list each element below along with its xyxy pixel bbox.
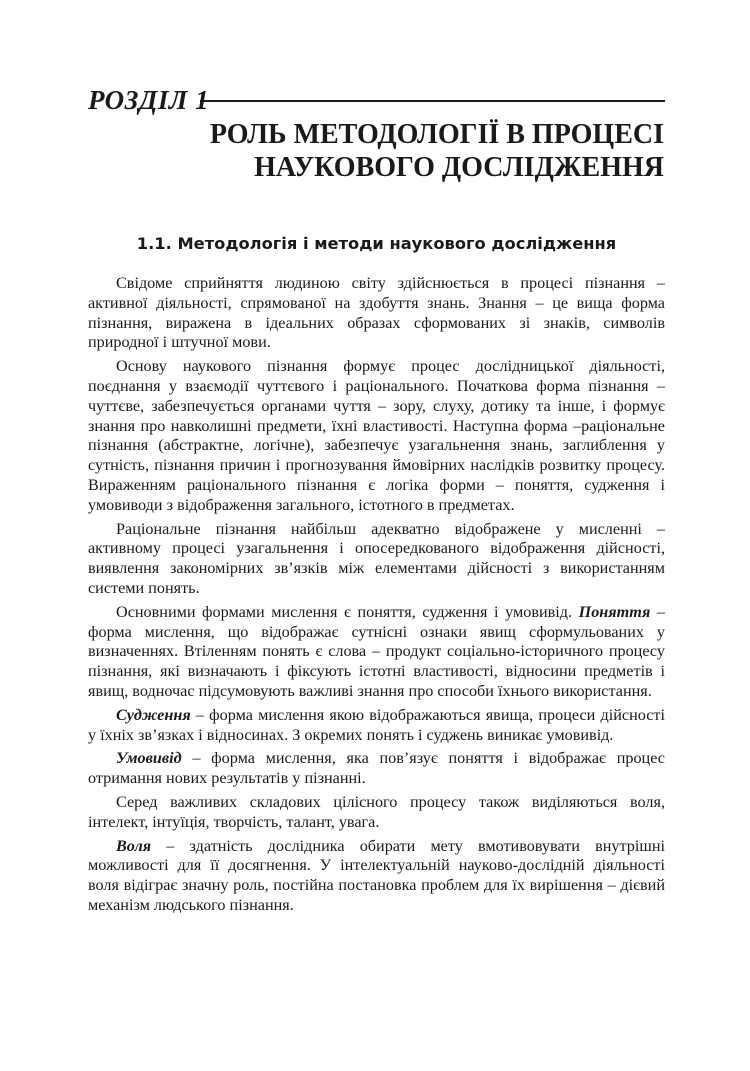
- chapter-header: [88, 84, 665, 118]
- paragraph-5-definition: – форма мислення якою відображаються явища, процеси дійсності у їхніх зв’язках і відносинах. З окремих понять і суджень виникає умовивід.: [88, 705, 666, 744]
- paragraph-7: Серед важливих складових цілісного процесу також виділяються воля, інтелект, інтуїція, творчість, талант, увага.: [88, 792, 665, 831]
- paragraph-4-definition: – форма мислення, що відображає сутнісні ознаки явищ сформульованих у визначеннях. Втіленням понять є слова – продукт соціально-історичного процесу пізнання, які визначають і фіксують істотні властивості, відносини предметів і явищ, водночас підсумовують важливі знання про способи їхнього використання.: [88, 602, 666, 700]
- chapter-title-line-1: РОЛЬ МЕТОДОЛОГІЇ В ПРОЦЕСІ: [209, 119, 664, 150]
- term-umovyvid: Умовивід: [116, 749, 182, 768]
- section-title: 1.1. Методологія і методи наукового дослідження: [136, 234, 617, 253]
- chapter-title-line-2: НАУКОВОГО ДОСЛІДЖЕННЯ: [254, 152, 664, 183]
- paragraph-1: Свідоме сприйняття людиною світу здійснюється в процесі пізнання – активної діяльності, спрямованої на здобуття знань. Знання – це вища форма пізнання, виражена в ідеальних образах сформованих зі знаків, символів природної і штучної мови.: [88, 274, 665, 352]
- term-volya: Воля: [116, 836, 152, 855]
- paragraph-4-text: Основними формами мислення є поняття, судження і умовивід.: [116, 602, 573, 621]
- chapter-rule: [200, 100, 665, 102]
- paragraph-6: [88, 749, 665, 789]
- paragraph-8-definition: – здатність дослідника обирати мету вмотивовувати внутрішні можливості для її досягнення. У інтелектуальній науково-дослідній діяльності воля відіграє значну роль, постійна постановка проблем для їх вирішення – дієвий механізм людського пізнання.: [88, 836, 665, 914]
- paragraph-2: Основу наукового пізнання формує процес дослідницької діяльності, поєднання у взаємодії чуттєвого і раціонального. Початкова форма пізнання –чуттєве, забезпечується органами чуття – зору, слуху, дотику та інше, і формує знання про навколишні предмети, їхні властивості. Наступна форма –раціональне пізнання (абстрактне, логічне), забезпечує узагальнення знань, заглиблення у сутність, пізнання причин і прогнозування ймовірних наслідків розвитку процесу. Вираженням раціонального пізнання є логіка форми – поняття, судження і умовиводи з відображення загального, істотного в предметах.: [88, 357, 665, 514]
- chapter-title: [184, 118, 664, 184]
- term-ponyattya: Поняття: [578, 602, 651, 621]
- paragraph-5: [88, 706, 665, 746]
- term-sudzhennya: Судження: [116, 705, 191, 724]
- paragraph-3: Раціональне пізнання найбільш адекватно відображене у мисленні – активному процесі узагальнення і опосередкованого відображення дійсності, виявлення закономірних зв’язків між елементами дійсності з використанням системи понять.: [88, 519, 665, 597]
- chapter-label: РОЗДІЛ 1: [88, 85, 210, 115]
- paragraph-6-definition: – форма мислення, яка пов’язує поняття і відображає процес отримання нових результатів у пізнанні.: [88, 749, 665, 788]
- body-text: [88, 274, 665, 920]
- paragraph-8: [88, 837, 665, 916]
- paragraph-4: [88, 603, 665, 702]
